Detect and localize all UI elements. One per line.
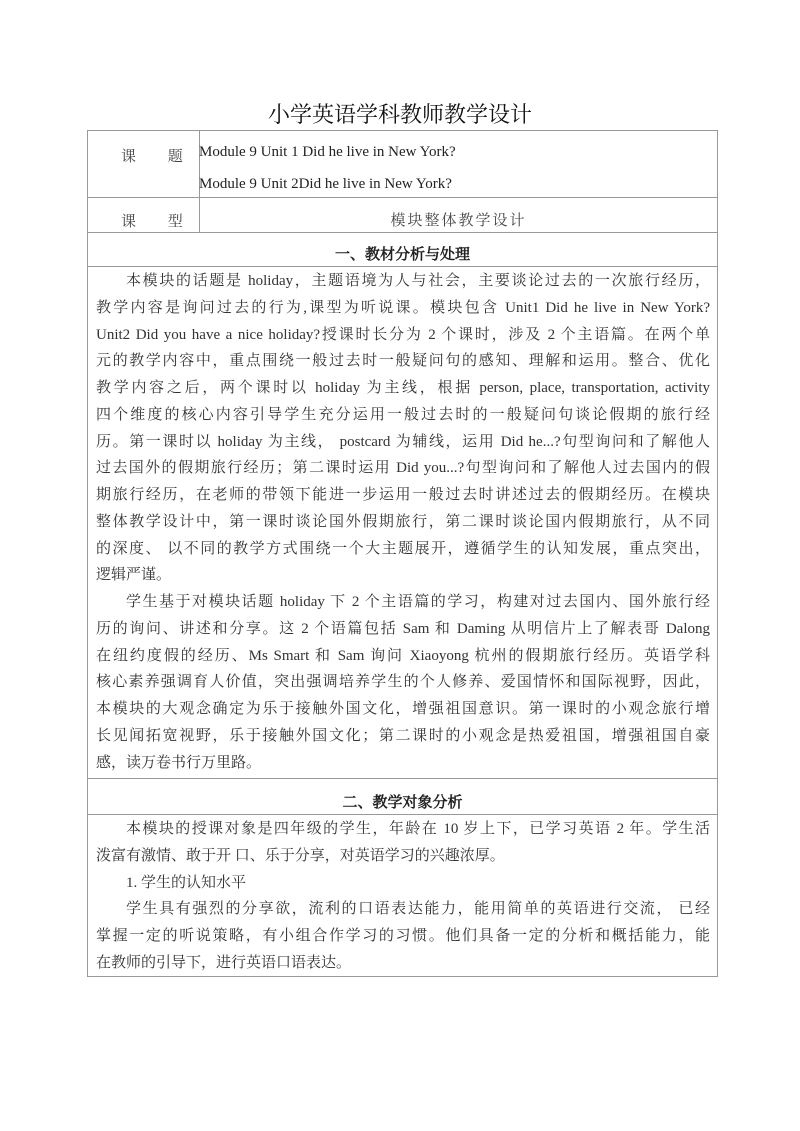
paragraph-line: 教学内容之后，两个课时以 holiday 为主线，根据 person, place, transportation, activity (96, 380, 710, 396)
paragraph-line: 泼富有激情、敢于开 口、乐于分享，对英语学习的兴趣浓厚。 (96, 847, 505, 864)
topic-line-1: Module 9 Unit 1 Did he live in New York? (199, 144, 456, 160)
section-heading-1: 一、教材分析与处理 (334, 247, 470, 263)
section-heading-2: 二、教学对象分析 (342, 795, 463, 811)
topic-label: 课 题 (121, 149, 197, 165)
document-title: 小学英语学科教师教学设计 (267, 102, 532, 127)
paragraph-line: 掌握一定的听说策略，有小组合作学习的习惯。他们具备一定的分析和概括能力，能 (96, 928, 710, 944)
type-value: 模块整体教学设计 (390, 213, 527, 229)
paragraph-line: 感，读万卷书行万里路。 (96, 754, 262, 771)
paragraph-line: 整体教学设计中，第一课时谈论国外假期旅行，第二课时谈论国内假期旅行，从不同 (96, 513, 710, 530)
paragraph-line: 在纽约度假的经历、Ms Smart 和 Sam 询问 Xiaoyong 杭州的假期旅行经历。英语学科 (96, 647, 710, 664)
section-1-body (96, 268, 710, 776)
paragraph-line: 核心素养强调育人价值，突出强调培养学生的个人修养、爱国情怀和国际视野，因此， (96, 674, 710, 691)
paragraph-line: 过去国外的假期旅行经历；第二课时运用 Did you...?句型询问和了解他人过去国内的假 (96, 460, 710, 477)
row-divider (87, 197, 718, 198)
paragraph-line: 本模块的授课对象是四年级的学生，年龄在 10 岁上下，已学习英语 2 年。学生活 (126, 821, 710, 837)
paragraph-line: 期旅行经历，在老师的带领下能进一步运用一般过去时讲述过去的假期经历。在模块 (96, 487, 710, 503)
topic-line-2: Module 9 Unit 2Did he live in New York? (199, 176, 452, 192)
row-divider (87, 232, 718, 233)
paragraph-line: 的深度、 以不同的教学方式围绕一个大主题展开，遵循学生的认知发展，重点突出， (96, 540, 710, 557)
paragraph-line: 学生基于对模块话题 holiday 下 2 个主语篇的学习，构建对过去国内、国外旅行经 (126, 594, 710, 610)
paragraph-line: 本模块的话题是 holiday，主题语境为人与社会，主要谈论过去的一次旅行经历， (126, 273, 710, 289)
row-divider (87, 266, 718, 267)
paragraph-line: 长见闻拓宽视野，乐于接触外国文化；第二课时的小观念是热爱祖国，增强祖国自豪 (96, 727, 710, 744)
paragraph-line: 元的教学内容中，重点围绕一般过去时一般疑问句的感知、理解和运用。整合、优化 (96, 353, 710, 370)
paragraph-line: 四个维度的核心内容引导学生充分运用一般过去时的一般疑问句谈论假期的旅行经 (96, 406, 710, 423)
type-label: 课 型 (121, 214, 197, 230)
row-divider (87, 778, 718, 779)
paragraph-line: Unit2 Did you have a nice holiday?授课时长分为 2 个课时，涉及 2 个主语篇。在两个单 (96, 326, 710, 343)
table-border-right (717, 130, 718, 977)
paragraph-line: 本模块的大观念确定为乐于接触外国文化，增强祖国意识。第一课时的小观念旅行增 (96, 701, 710, 717)
row-divider (87, 814, 718, 815)
table-border-top (87, 130, 718, 131)
paragraph-line: 1. 学生的认知水平 (126, 874, 247, 891)
paragraph-line: 历。第一课时以 holiday 为主线， postcard 为辅线，运用 Did he...?句型询问和了解他人 (96, 433, 710, 450)
section-2-body (96, 816, 710, 977)
paragraph-line: 教学内容是询问过去的行为,课型为听说课。模块包含 Unit1 Did he live in New York? (96, 299, 710, 316)
paragraph-line: 在教师的引导下，进行英语口语表达。 (96, 954, 352, 971)
paragraph-line: 历的询问、讲述和分享。这 2 个语篇包括 Sam 和 Daming 从明信片上了解表哥 Dalong (96, 620, 710, 637)
paragraph-line: 学生具有强烈的分享欲，流利的口语表达能力，能用简单的英语进行交流， 已经 (126, 901, 710, 918)
paragraph-line: 逻辑严谨。 (96, 567, 172, 584)
